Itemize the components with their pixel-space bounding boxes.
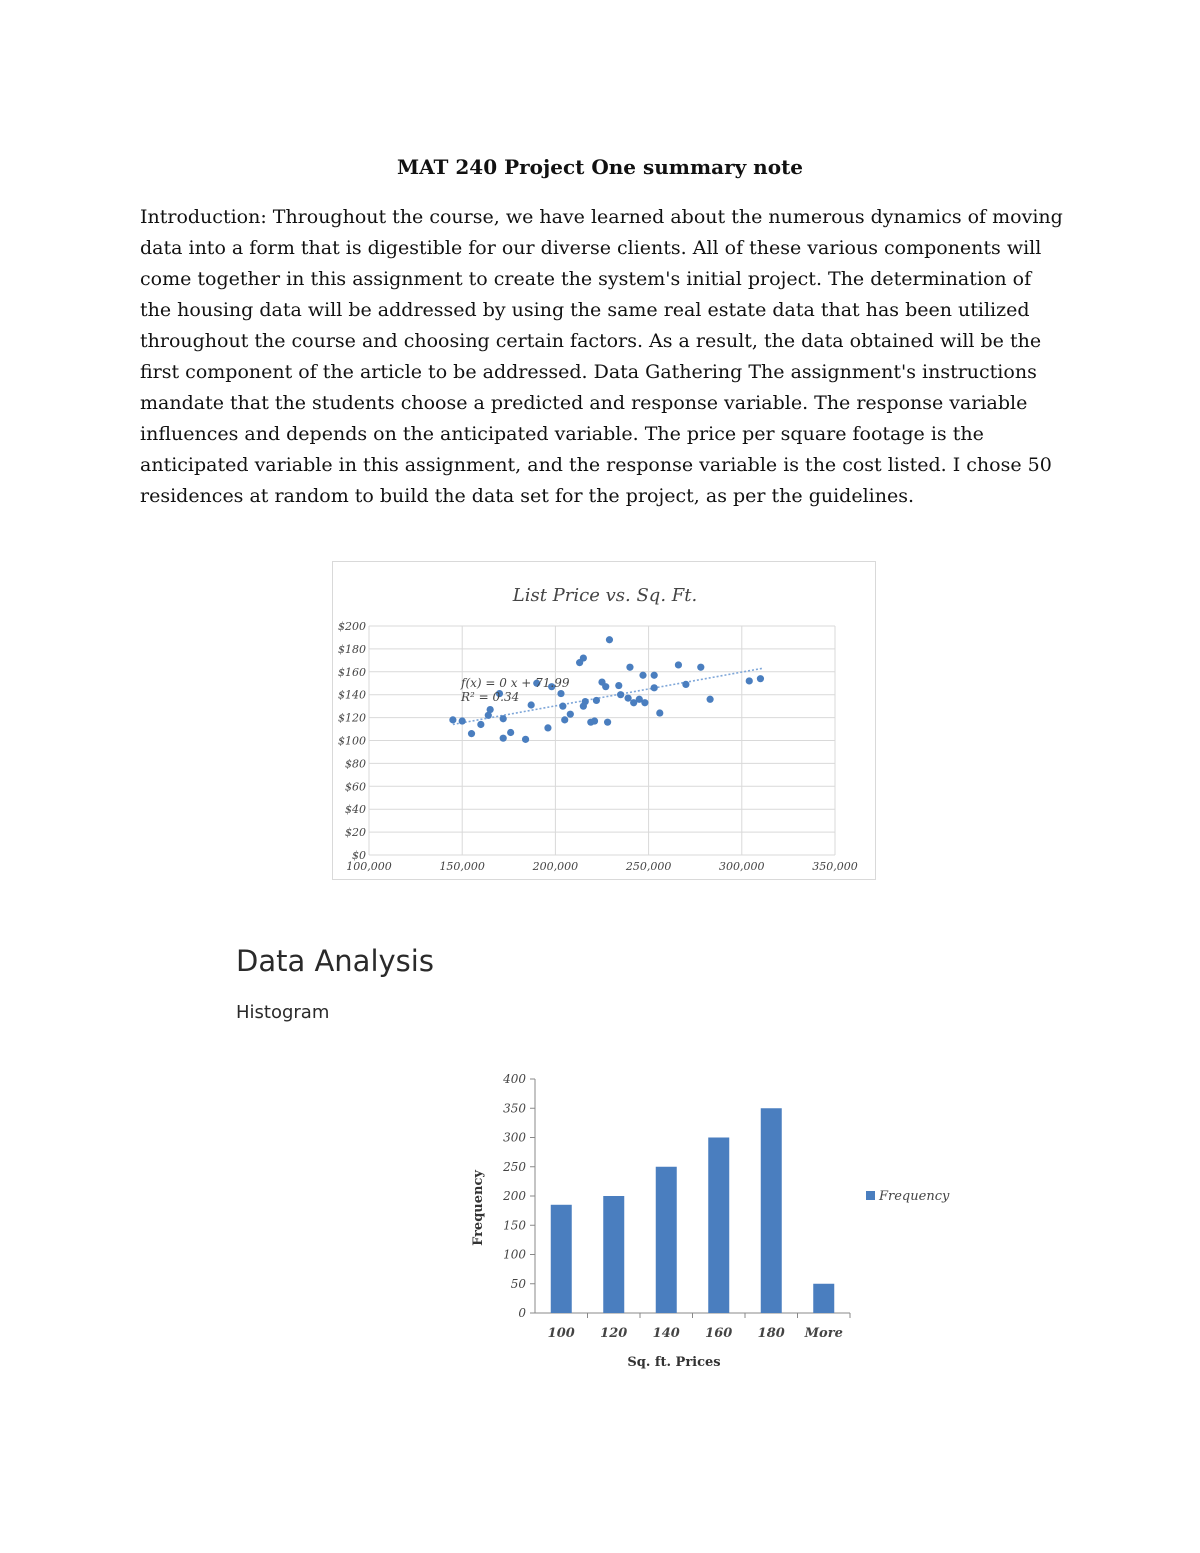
scatter-point bbox=[500, 735, 507, 742]
histogram-subheading: Histogram bbox=[236, 1002, 330, 1023]
scatter-point bbox=[507, 729, 514, 736]
histogram-bar bbox=[603, 1196, 624, 1313]
histogram-x-tick-label: 180 bbox=[757, 1326, 785, 1341]
histogram-x-tick-label: 160 bbox=[705, 1326, 733, 1341]
histogram-bar bbox=[708, 1138, 729, 1314]
scatter-point bbox=[624, 695, 631, 702]
scatter-point bbox=[567, 711, 574, 718]
histogram-chart bbox=[460, 1062, 980, 1382]
scatter-x-axis-ticks bbox=[346, 860, 858, 873]
histogram-chart-frame bbox=[460, 1062, 980, 1382]
scatter-point bbox=[697, 664, 704, 671]
histogram-y-tick-label: 400 bbox=[503, 1072, 526, 1086]
scatter-y-tick-label: $100 bbox=[338, 734, 366, 748]
histogram-x-axis-ticks bbox=[548, 1313, 850, 1341]
histogram-y-tick-label: 200 bbox=[503, 1189, 526, 1203]
scatter-point bbox=[559, 703, 566, 710]
histogram-y-tick-label: 350 bbox=[503, 1101, 526, 1116]
histogram-y-axis-label: Frequency bbox=[471, 1170, 486, 1246]
scatter-point bbox=[675, 661, 682, 668]
histogram-legend-swatch bbox=[866, 1191, 875, 1200]
scatter-point bbox=[656, 709, 663, 716]
scatter-y-axis-ticks bbox=[338, 620, 366, 862]
scatter-chart-frame bbox=[332, 561, 876, 880]
scatter-point bbox=[591, 717, 598, 724]
scatter-x-tick-label: 250,000 bbox=[625, 860, 672, 873]
scatter-point bbox=[582, 698, 589, 705]
scatter-x-tick-label: 350,000 bbox=[812, 860, 858, 873]
scatter-point bbox=[522, 736, 529, 743]
scatter-y-tick-label: $40 bbox=[345, 803, 366, 817]
histogram-y-tick-label: 100 bbox=[503, 1247, 526, 1262]
scatter-chart-title: List Price vs. Sq. Ft. bbox=[512, 585, 698, 606]
scatter-point bbox=[459, 717, 466, 724]
page-title: MAT 240 Project One summary note bbox=[396, 155, 804, 180]
histogram-y-tick-label: 0 bbox=[518, 1306, 526, 1320]
scatter-point bbox=[468, 730, 475, 737]
histogram-bar bbox=[761, 1108, 782, 1313]
scatter-point bbox=[651, 684, 658, 691]
scatter-point bbox=[707, 696, 714, 703]
scatter-point bbox=[641, 699, 648, 706]
histogram-bar bbox=[813, 1284, 834, 1313]
scatter-y-tick-label: $160 bbox=[338, 665, 366, 679]
scatter-point bbox=[449, 716, 456, 723]
histogram-y-tick-label: 300 bbox=[503, 1130, 526, 1145]
scatter-point bbox=[606, 636, 613, 643]
scatter-point bbox=[757, 675, 764, 682]
histogram-y-tick-label: 150 bbox=[503, 1218, 526, 1233]
scatter-point bbox=[528, 701, 535, 708]
scatter-x-tick-label: 300,000 bbox=[719, 860, 765, 873]
histogram-x-tick-label: 120 bbox=[600, 1326, 628, 1341]
scatter-point bbox=[544, 724, 551, 731]
scatter-y-tick-label: $0 bbox=[352, 849, 366, 862]
histogram-bar bbox=[656, 1167, 677, 1313]
scatter-y-tick-label: $200 bbox=[338, 620, 366, 633]
scatter-point bbox=[604, 719, 611, 726]
scatter-point bbox=[682, 681, 689, 688]
histogram-y-tick-label: 250 bbox=[503, 1159, 526, 1174]
scatter-point bbox=[615, 682, 622, 689]
trendline-r-squared: R² = 0.34 bbox=[461, 690, 520, 704]
scatter-x-tick-label: 200,000 bbox=[532, 860, 579, 873]
scatter-y-tick-label: $140 bbox=[338, 688, 366, 702]
scatter-point bbox=[500, 715, 507, 722]
histogram-y-axis-ticks bbox=[502, 1072, 535, 1320]
scatter-point bbox=[593, 697, 600, 704]
section-heading: Data Analysis bbox=[236, 944, 434, 978]
histogram-axes bbox=[535, 1079, 850, 1313]
scatter-point bbox=[557, 690, 564, 697]
histogram-legend-label: Frequency bbox=[879, 1189, 950, 1204]
scatter-point bbox=[487, 706, 494, 713]
histogram-bars bbox=[551, 1108, 835, 1313]
scatter-y-tick-label: $180 bbox=[338, 642, 366, 656]
histogram-x-tick-label: 100 bbox=[547, 1326, 575, 1341]
scatter-point bbox=[580, 654, 587, 661]
histogram-y-tick-label: 50 bbox=[510, 1276, 526, 1291]
scatter-point bbox=[561, 716, 568, 723]
scatter-y-tick-label: $60 bbox=[345, 780, 366, 794]
histogram-x-tick-label: 140 bbox=[652, 1326, 680, 1341]
scatter-point bbox=[626, 664, 633, 671]
intro-paragraph: Introduction: Throughout the course, we have learned about the numerous dynamics of moving data into a form that is digestible for our diverse clients. All of these various components will come together in this assignment to create the system's initial project. The determination of the housing data will be addressed by using the same real estate data that has been utilized throughout the course and choosing certain factors. As a result, the data obtained will be the first component of the article to be addressed. Data Gathering The assignment's instructions mandate that the students choose a predicted and response variable. The response variable influences and depends on the anticipated variable. The price per square footage is the anticipated variable in this assignment, and the response variable is the cost listed. I chose 50 residences at random to build the data set for the project, as per the guidelines. bbox=[140, 206, 1063, 507]
scatter-point bbox=[477, 721, 484, 728]
trendline-equation: f(x) = 0 x + 71.99 bbox=[461, 676, 570, 690]
scatter-x-tick-label: 100,000 bbox=[346, 860, 392, 873]
scatter-point bbox=[617, 691, 624, 698]
histogram-bar bbox=[551, 1205, 572, 1313]
scatter-point bbox=[602, 683, 609, 690]
scatter-gridlines bbox=[369, 626, 835, 855]
histogram-x-axis-label: Sq. ft. Prices bbox=[627, 1355, 721, 1370]
scatter-point bbox=[639, 672, 646, 679]
scatter-y-tick-label: $80 bbox=[345, 757, 366, 771]
scatter-y-tick-label: $120 bbox=[338, 711, 366, 725]
scatter-point bbox=[746, 677, 753, 684]
histogram-x-tick-label: More bbox=[804, 1326, 843, 1341]
scatter-x-tick-label: 150,000 bbox=[439, 860, 485, 873]
scatter-chart bbox=[333, 562, 877, 881]
scatter-point bbox=[651, 672, 658, 679]
scatter-y-tick-label: $20 bbox=[345, 826, 366, 840]
